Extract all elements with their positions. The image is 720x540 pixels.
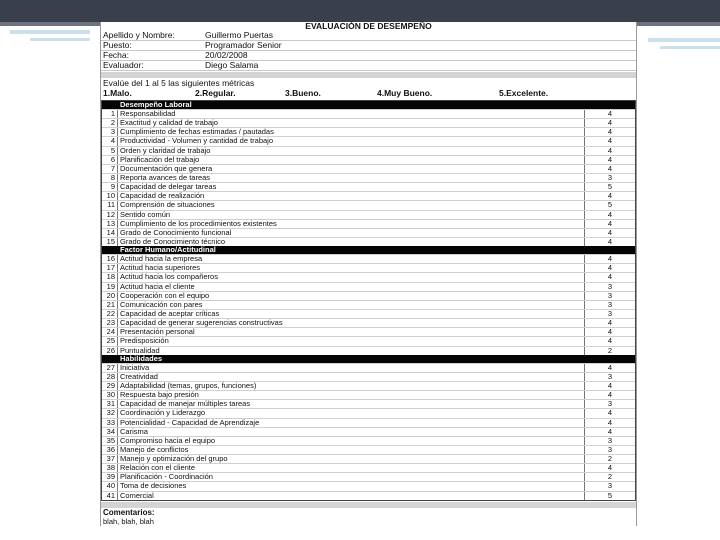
section-header: Desempeño Laboral <box>102 101 635 109</box>
score-value: 4 <box>607 272 613 282</box>
row-number: 37 <box>102 455 118 463</box>
instructions: Evalúe del 1 al 5 las siguientes métricas <box>103 78 255 88</box>
criterion-label: Actitud hacia la empresa <box>118 255 585 263</box>
row-number: 26 <box>102 347 118 355</box>
section-header: Habilidades <box>102 355 635 363</box>
criterion-label: Capacidad de realización <box>118 192 585 200</box>
table-row <box>102 164 635 173</box>
role-value: Programador Senior <box>205 40 282 50</box>
table-row <box>102 254 635 263</box>
criterion-label: Manejo de conflictos <box>118 446 585 454</box>
table-row <box>102 300 635 309</box>
score-value: 3 <box>607 399 613 409</box>
criterion-label: Adaptabilidad (temas, grupos, funciones) <box>118 382 585 390</box>
score-value: 4 <box>607 209 613 219</box>
table-row <box>102 219 635 228</box>
criterion-label: Potencialidad - Capacidad de Aprendizaje <box>118 419 585 427</box>
row-number: 4 <box>102 137 118 145</box>
scale-1: 1.Malo. <box>103 88 132 98</box>
row-number: 10 <box>102 192 118 200</box>
table-row <box>102 272 635 281</box>
decorative-accent-3 <box>648 38 720 42</box>
evaluator-label: Evaluador: <box>103 60 144 70</box>
table-row <box>102 491 635 500</box>
score-value: 4 <box>607 336 613 346</box>
criterion-label: Capacidad de aceptar críticas <box>118 310 585 318</box>
row-number: 18 <box>102 273 118 281</box>
comments-label: Comentarios: <box>103 507 155 517</box>
table-row <box>102 336 635 345</box>
row-number: 8 <box>102 174 118 182</box>
table-row <box>102 136 635 145</box>
table-row <box>102 291 635 300</box>
criterion-label: Capacidad de generar sugerencias constructivas <box>118 319 585 327</box>
row-number: 19 <box>102 283 118 291</box>
date-label: Fecha: <box>103 50 129 60</box>
section-header: Factor Humano/Actitudinal <box>102 246 635 254</box>
row-number: 24 <box>102 328 118 336</box>
criterion-label: Grado de Conocimiento técnico <box>118 238 585 246</box>
criterion-label: Planificación - Coordinación <box>118 473 585 481</box>
score-value: 3 <box>607 444 613 454</box>
criterion-label: Toma de decisiones <box>118 482 585 490</box>
row-number: 2 <box>102 119 118 127</box>
evaluator-value: Diego Salama <box>205 60 259 70</box>
table-row <box>102 263 635 272</box>
scale-2: 2.Regular. <box>195 88 236 98</box>
score-value: 3 <box>607 371 613 381</box>
score-value: 5 <box>607 200 613 210</box>
row-number: 41 <box>102 492 118 500</box>
row-number: 14 <box>102 229 118 237</box>
table-row <box>102 372 635 381</box>
score-value: 4 <box>607 318 613 328</box>
score-value: 4 <box>607 127 613 137</box>
name-label: Apellido y Nombre: <box>103 30 175 40</box>
info-row-role <box>101 41 636 51</box>
criterion-label: Coordinación y Liderazgo <box>118 409 585 417</box>
criterion-label: Puntualidad <box>118 347 585 355</box>
row-number: 34 <box>102 428 118 436</box>
criterion-label: Comercial <box>118 492 585 500</box>
criterion-label: Respuesta bajo presión <box>118 391 585 399</box>
score-value: 4 <box>607 390 613 400</box>
score-value: 4 <box>607 191 613 201</box>
criterion-label: Cumplimiento de los procedimientos existentes <box>118 220 585 228</box>
table-row <box>102 445 635 454</box>
score-value: 4 <box>607 118 613 128</box>
table-row <box>102 200 635 209</box>
row-number: 21 <box>102 301 118 309</box>
rating-scale <box>101 88 636 98</box>
row-number: 20 <box>102 292 118 300</box>
score-value: 4 <box>607 109 613 118</box>
score-value: 3 <box>607 481 613 491</box>
score-value: 4 <box>607 218 613 228</box>
score-value: 4 <box>607 163 613 173</box>
score-value: 4 <box>607 417 613 427</box>
date-value: 20/02/2008 <box>205 50 248 60</box>
criterion-label: Compromiso hacia el equipo <box>118 437 585 445</box>
row-number: 28 <box>102 373 118 381</box>
scale-4: 4.Muy Bueno. <box>377 88 433 98</box>
criterion-label: Actitud hacia los compañeros <box>118 273 585 281</box>
table-row <box>102 309 635 318</box>
criterion-label: Actitud hacia superiores <box>118 264 585 272</box>
row-number: 33 <box>102 419 118 427</box>
table-row <box>102 173 635 182</box>
table-row <box>102 155 635 164</box>
scale-3: 3.Bueno. <box>285 88 321 98</box>
row-number: 13 <box>102 220 118 228</box>
slide-top-bar <box>0 0 720 22</box>
decorative-accent-1 <box>10 30 90 34</box>
table-row <box>102 436 635 445</box>
criterion-label: Orden y claridad de trabajo <box>118 147 585 155</box>
decorative-accent-4 <box>660 46 720 49</box>
criterion-label: Capacidad de delegar tareas <box>118 183 585 191</box>
comments-text: blah, blah, blah <box>103 516 154 526</box>
table-row <box>102 363 635 372</box>
score-value: 3 <box>607 435 613 445</box>
table-row <box>102 118 635 127</box>
evaluation-table <box>101 100 636 501</box>
row-number: 1 <box>102 110 118 118</box>
table-row <box>102 191 635 200</box>
role-label: Puesto: <box>103 40 132 50</box>
criterion-label: Comunicación con pares <box>118 301 585 309</box>
table-row <box>102 327 635 336</box>
score-value: 3 <box>607 172 613 182</box>
row-number: 35 <box>102 437 118 445</box>
row-number: 23 <box>102 319 118 327</box>
criterion-label: Responsabilidad <box>118 110 585 118</box>
criterion-label: Sentido común <box>118 211 585 219</box>
score-value: 4 <box>607 154 613 164</box>
info-row-evaluator <box>101 61 636 71</box>
score-value: 5 <box>607 182 613 192</box>
table-row <box>102 182 635 191</box>
row-number: 30 <box>102 391 118 399</box>
row-number: 22 <box>102 310 118 318</box>
table-row <box>102 472 635 481</box>
table-row <box>102 127 635 136</box>
row-number: 16 <box>102 255 118 263</box>
criterion-label: Predisposición <box>118 337 585 345</box>
score-value: 4 <box>607 136 613 146</box>
row-number: 40 <box>102 482 118 490</box>
criterion-label: Presentación personal <box>118 328 585 336</box>
criterion-label: Cooperación con el equipo <box>118 292 585 300</box>
criterion-label: Manejo y optimización del grupo <box>118 455 585 463</box>
decorative-accent-2 <box>30 38 90 41</box>
table-row <box>102 427 635 436</box>
row-number: 5 <box>102 147 118 155</box>
score-value: 5 <box>607 490 613 500</box>
row-number: 36 <box>102 446 118 454</box>
table-row <box>102 346 635 355</box>
row-number: 17 <box>102 264 118 272</box>
row-number: 11 <box>102 201 118 209</box>
criterion-label: Exactitud y calidad de trabajo <box>118 119 585 127</box>
table-row <box>102 381 635 390</box>
score-value: 4 <box>607 263 613 273</box>
table-row <box>102 318 635 327</box>
criterion-label: Cumplimiento de fechas estimadas / pautadas <box>118 128 585 136</box>
criterion-label: Capacidad de manejar múltiples tareas <box>118 400 585 408</box>
criterion-label: Planificación del trabajo <box>118 156 585 164</box>
score-value: 4 <box>607 254 613 264</box>
table-row <box>102 408 635 417</box>
row-number: 7 <box>102 165 118 173</box>
table-row <box>102 481 635 490</box>
row-number: 9 <box>102 183 118 191</box>
row-number: 27 <box>102 364 118 372</box>
score-value: 4 <box>607 380 613 390</box>
table-row <box>102 282 635 291</box>
row-number: 39 <box>102 473 118 481</box>
row-number: 38 <box>102 464 118 472</box>
criterion-label: Creatividad <box>118 373 585 381</box>
criterion-label: Iniciativa <box>118 364 585 372</box>
criterion-label: Relación con el cliente <box>118 464 585 472</box>
evaluation-form <box>100 22 637 526</box>
criterion-label: Productividad - Volumen y cantidad de trabajo <box>118 137 585 145</box>
table-row <box>102 228 635 237</box>
row-number: 12 <box>102 211 118 219</box>
score-value: 3 <box>607 281 613 291</box>
score-value: 3 <box>607 308 613 318</box>
row-number: 6 <box>102 156 118 164</box>
score-value: 4 <box>607 426 613 436</box>
score-value: 2 <box>607 345 613 355</box>
criterion-label: Actitud hacia el cliente <box>118 283 585 291</box>
score-value: 4 <box>607 327 613 337</box>
score-value: 4 <box>607 236 613 246</box>
row-number: 31 <box>102 400 118 408</box>
table-row <box>102 454 635 463</box>
table-row <box>102 399 635 408</box>
score-value: 4 <box>607 408 613 418</box>
table-row <box>102 418 635 427</box>
score-value: 4 <box>607 227 613 237</box>
score-value: 3 <box>607 290 613 300</box>
info-row-date <box>101 51 636 61</box>
criterion-label: Carisma <box>118 428 585 436</box>
criterion-label: Comprensión de situaciones <box>118 201 585 209</box>
table-row <box>102 463 635 472</box>
form-title: EVALUACIÓN DE DESEMPEÑO <box>305 21 432 31</box>
criterion-label: Reporta avances de tareas <box>118 174 585 182</box>
table-row <box>102 109 635 118</box>
row-number: 32 <box>102 409 118 417</box>
table-row <box>102 210 635 219</box>
criterion-label: Grado de Conocimiento funcional <box>118 229 585 237</box>
row-number: 25 <box>102 337 118 345</box>
criterion-label: Documentación que genera <box>118 165 585 173</box>
row-number: 15 <box>102 238 118 246</box>
name-value: Guillermo Puertas <box>205 30 274 40</box>
score-value: 2 <box>607 472 613 482</box>
score-value: 4 <box>607 145 613 155</box>
score-value: 2 <box>607 454 613 464</box>
scale-5: 5.Excelente. <box>499 88 549 98</box>
score-value: 3 <box>607 299 613 309</box>
info-row-name <box>101 31 636 41</box>
table-row <box>102 146 635 155</box>
table-row <box>102 390 635 399</box>
score-value: 4 <box>607 362 613 372</box>
score-value: 4 <box>607 463 613 473</box>
row-number: 3 <box>102 128 118 136</box>
row-number: 29 <box>102 382 118 390</box>
